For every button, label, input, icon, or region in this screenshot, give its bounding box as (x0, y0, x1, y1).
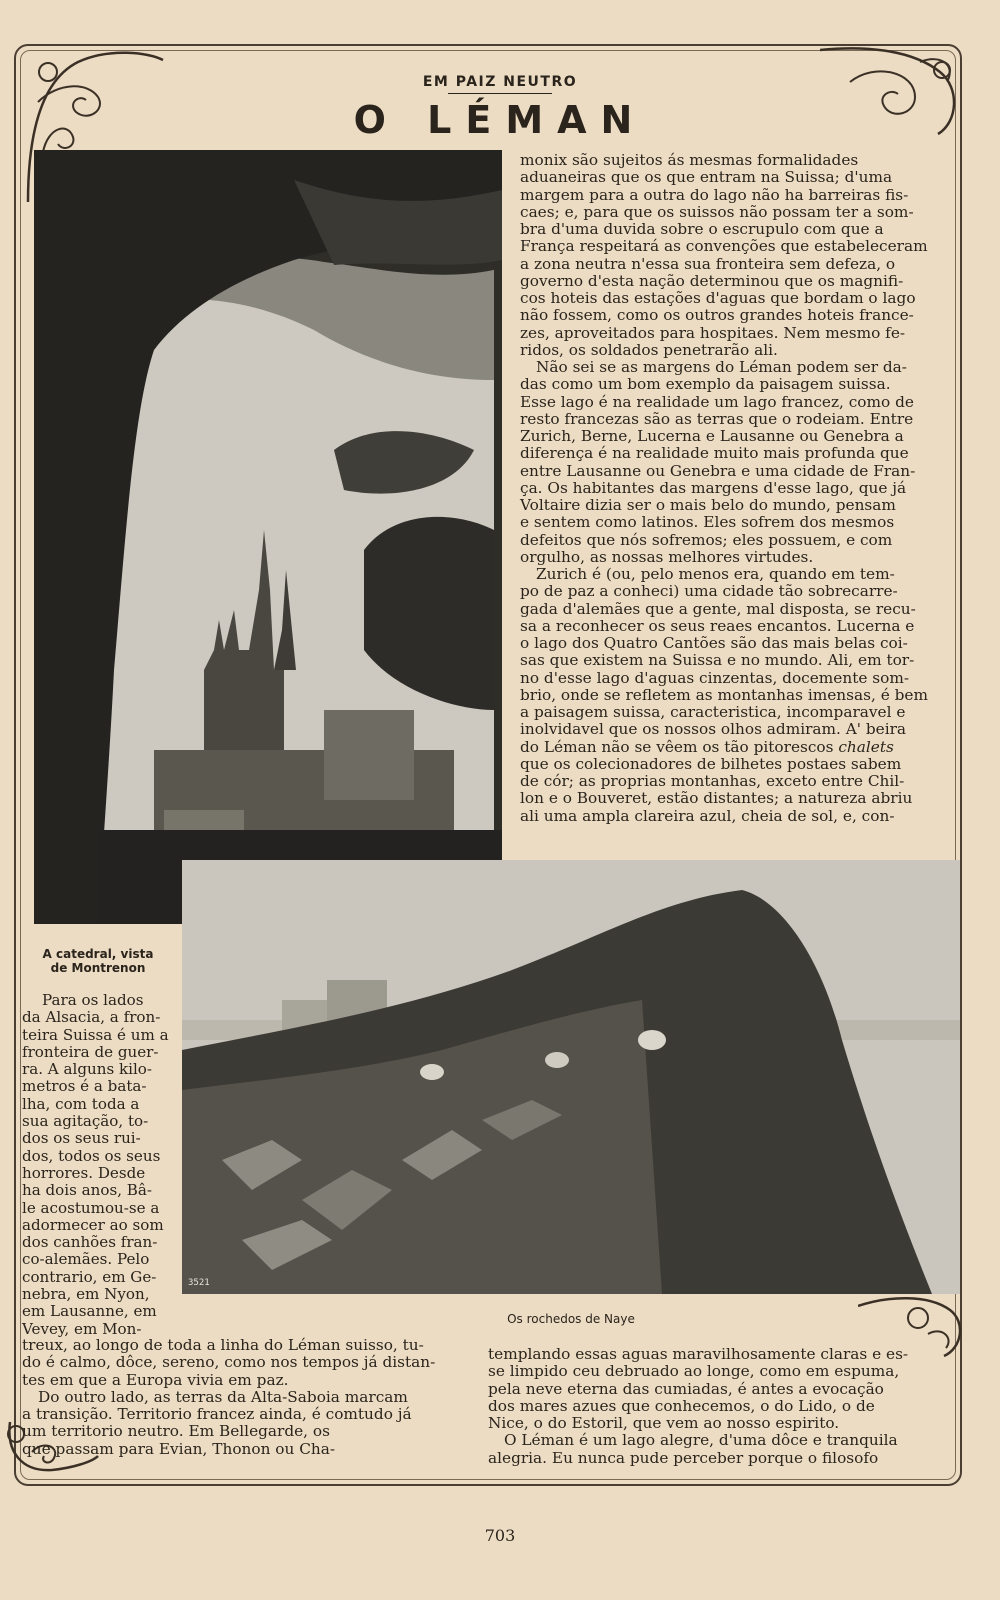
naye-photo (182, 860, 960, 1294)
article-column-left-narrow (22, 992, 172, 1338)
page-number: 703 (484, 1526, 516, 1545)
paragraph-leman-landscape: Não sei se as margens do Léman podem ser da- das como um bom exemplo da paisagem suissa. Esse lago é na realidade um lago francez, como de resto francezas são as terras que o rodeiam. Entre Zurich, Berne, Lucerna e Lausanne ou Genebra a diferença é na realidade muito mais profunda que entre Lausanne ou Genebra e uma cidade de Fran- ça. Os habitantes das margens d'esse lago, que já Voltaire dizia ser o mais belo do mundo, pensam e sentem como latinos. Eles sofrem dos mesmos defeitos que nós sofremos; eles possuem, e com orgulho, as nossas melhores virtudes. (520, 358, 916, 566)
paragraph-zurich-part2: que os colecionadores de bilhetes postaes sabem de cór; as proprias montanhas, exceto entre Chil- lon e o Bouveret, estão distantes; a natureza abriu ali uma ampla clareira azul, cheia de sol, e, con- (520, 754, 913, 825)
title-rule (448, 93, 552, 94)
paragraph-hotels: monix são sujeitos ás mesmas formalidades aduaneiras que os que entram na Suissa; d'uma margem para a outra do lago não ha barreiras fis- caes; e, para que os suissos não possam ter a som- bra d'uma duvida sobre o escrupulo com que a França respeitará as convenções que estabeleceram a zona neutra n'essa sua fronteira sem defeza, o governo d'esta nação determinou que os magnifi- cos hoteis das estações d'aguas que bordam o lago não fossem, como os outros grandes hoteis france- zes, aproveitados para hospitaes. Nem mesmo fe- ridos, os soldados penetrarão ali. (520, 151, 928, 359)
article-column-bottom-right (488, 1346, 944, 1467)
paragraph-joyful-lake: O Léman é um lago alegre, d'uma dôce e tranquila alegria. Eu nunca pude perceber porque o filosofo (488, 1431, 898, 1467)
photo-plate-number: 3521 (188, 1278, 210, 1288)
naye-caption: Os rochedos de Naye (507, 1312, 635, 1326)
paragraph-alta-saboia: Do outro lado, as terras da Alta-Saboia marcam a transição. Territorio francez ainda, é comtudo já um territorio neutro. Em Bellegarde, os que passam para Evian, Thonon ou Cha- (22, 1387, 412, 1458)
chalets-word: chalets (838, 737, 894, 756)
paragraph-zurich (520, 566, 944, 825)
article-kicker: EM PAIZ NEUTRO (422, 74, 578, 90)
article-title: O LÉMAN (353, 98, 647, 142)
paragraph-zurich-part1: Zurich é (ou, pelo menos era, quando em tem- po de paz a conheci) uma cidade tão sobrecarre- gada d'alemães que a gente, mal disposta, se recu- sa a reconhecer os seus reaes encantos. Lucerna e o lago dos Quatro Cantões são das mais belas coi- sas que existem na Suissa e no mundo. Ali, em tor- no d'esse lago d'aguas cinzentas, docemente som- brio, onde se refletem as montanhas imensas, é bem a paisagem suissa, caracteristica, incomparavel e inolvidavel que os nossos olhos admiram. A' beira do Léman não se vêem os tão pitorescos (520, 565, 928, 756)
article-column-bottom-left (22, 1337, 462, 1458)
paragraph-waters: templando essas aguas maravilhosamente claras e es- se limpido ceu debruado ao longe, como em espuma, pela neve eterna das cumiadas, é antes a evocação dos mares azues que conhecemos, o do Lido, o de Nice, o do Estoril, que vem ao nosso espirito. (488, 1345, 909, 1432)
article-column-right (520, 152, 944, 825)
cathedral-caption: A catedral, vista de Montrenon (42, 947, 154, 975)
paragraph-alsacia: Para os lados da Alsacia, a fron- teira Suissa é um a fronteira de guer- ra. A alguns kilo- metros é a bata- lha, com toda a sua agitação, to- dos os seus rui- dos, todos os seus horrores. Desde ha dois anos, Bâ- le acostumou-se a adormecer ao som dos canhões fran- co-alemães. Pelo contrario, em Ge- nebra, em Nyon, em Lausanne, em Vevey, em Mon- (22, 991, 169, 1338)
paragraph-montreux: treux, ao longo de toda a linha do Léman suisso, tu- do é calmo, dôce, sereno, como nos tempos já distan- tes em que a Europa vivia em paz. (22, 1336, 436, 1389)
cathedral-photo (34, 150, 502, 924)
